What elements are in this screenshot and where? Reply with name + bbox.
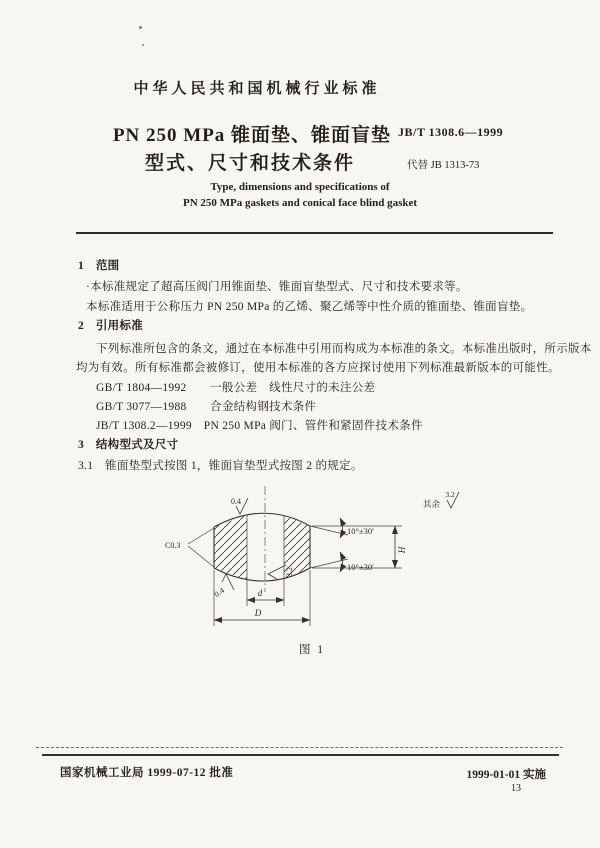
header-rule <box>76 232 553 234</box>
chamfer-leader-top <box>188 528 214 544</box>
dim-label-H: H <box>397 546 407 554</box>
supersedes-note: 代替 JB 1313-73 <box>407 160 480 171</box>
figure-1-caption: 图 1 <box>298 644 326 656</box>
clause-1-paragraph-1: ·本标准规定了超高压阀门用锥面垫、锥面盲垫型式、尺寸和技术要求等。 <box>86 281 468 293</box>
roughness-symbol-rest <box>445 490 459 508</box>
roughness-value-rest: 3.2 <box>445 490 455 499</box>
standard-org-title: 中华人民共和国机械行业标准 <box>133 81 381 97</box>
dim-label-D: D <box>254 608 262 618</box>
clause-2-heading: 2 引用标准 <box>78 320 144 332</box>
standard-title-zh-line1: PN 250 MPa 锥面垫、锥面盲垫 <box>112 125 392 146</box>
reference-item: GB/T 3077—1988 合金结构钢技术条件 <box>96 401 317 413</box>
gasket-cross-section-drawing <box>152 480 472 632</box>
roughness-value-bore: 3.2 <box>285 567 294 577</box>
roughness-symbol-bore <box>268 565 294 579</box>
standard-title-en-line1: Type, dimensions and specifications of <box>210 181 390 193</box>
standard-title-en-line2: PN 250 MPa gaskets and conical face blind gasket <box>182 197 418 209</box>
footer-dashed-rule <box>36 747 563 748</box>
clause-1-heading: 1 范围 <box>78 260 120 272</box>
reference-item: GB/T 1804—1992 一般公差 线性尺寸的未注公差 <box>96 382 376 394</box>
roughness-symbol-bottom <box>213 574 234 599</box>
roughness-value-top: 0.4 <box>231 497 241 506</box>
roughness-value-bottom: 0.4 <box>212 585 226 599</box>
angle-label-bottom: 10°±30′ <box>347 562 374 572</box>
angle-arc-bottom <box>340 552 343 572</box>
angle-arc-top <box>340 518 343 538</box>
page-number: 13 <box>511 783 521 794</box>
scan-speck <box>142 44 144 46</box>
implementation-line: 1999-01-01 实施 <box>466 769 546 781</box>
clause-2-paragraph-line2: 均为有效。所有标准都会被修订，使用本标准的各方应探讨使用下列标准最新版本的可能性。 <box>76 362 560 374</box>
clause-2-paragraph-line1: 下列标准所包含的条文，通过在本标准中引用而构成为本标准的条文。本标准出版时，所示版本 <box>96 343 592 355</box>
footer-rule <box>42 754 559 756</box>
clause-3-1-paragraph: 3.1 锥面垫型式按图 1，锥面盲垫型式按图 2 的规定。 <box>78 460 363 472</box>
chamfer-leader-bottom <box>188 546 214 567</box>
approval-line: 国家机械工业局 1999-07-12 批准 <box>60 767 234 779</box>
scan-speck <box>139 26 142 29</box>
figure-1-drawing <box>152 480 472 632</box>
roughness-symbol-top <box>231 497 248 514</box>
chamfer-label: C0.3 <box>165 541 181 550</box>
clause-1-paragraph-2: 本标准适用于公称压力 PN 250 MPa 的乙烯、聚乙烯等中性介质的锥面垫、锥面盲垫。 <box>86 301 533 313</box>
standard-code: JB/T 1308.6—1999 <box>398 125 504 139</box>
angle-label-top: 10°±30′ <box>347 526 374 536</box>
reference-item: JB/T 1308.2—1999 PN 250 MPa 阀门、管件和紧固件技术条件 <box>96 420 423 432</box>
clause-3-heading: 3 结构型式及尺寸 <box>78 439 179 451</box>
standard-title-zh-line2: 型式、尺寸和技术条件 <box>144 153 355 174</box>
dim-label-d: d <box>257 588 263 598</box>
roughness-rest-prefix: 其余 <box>423 499 441 509</box>
